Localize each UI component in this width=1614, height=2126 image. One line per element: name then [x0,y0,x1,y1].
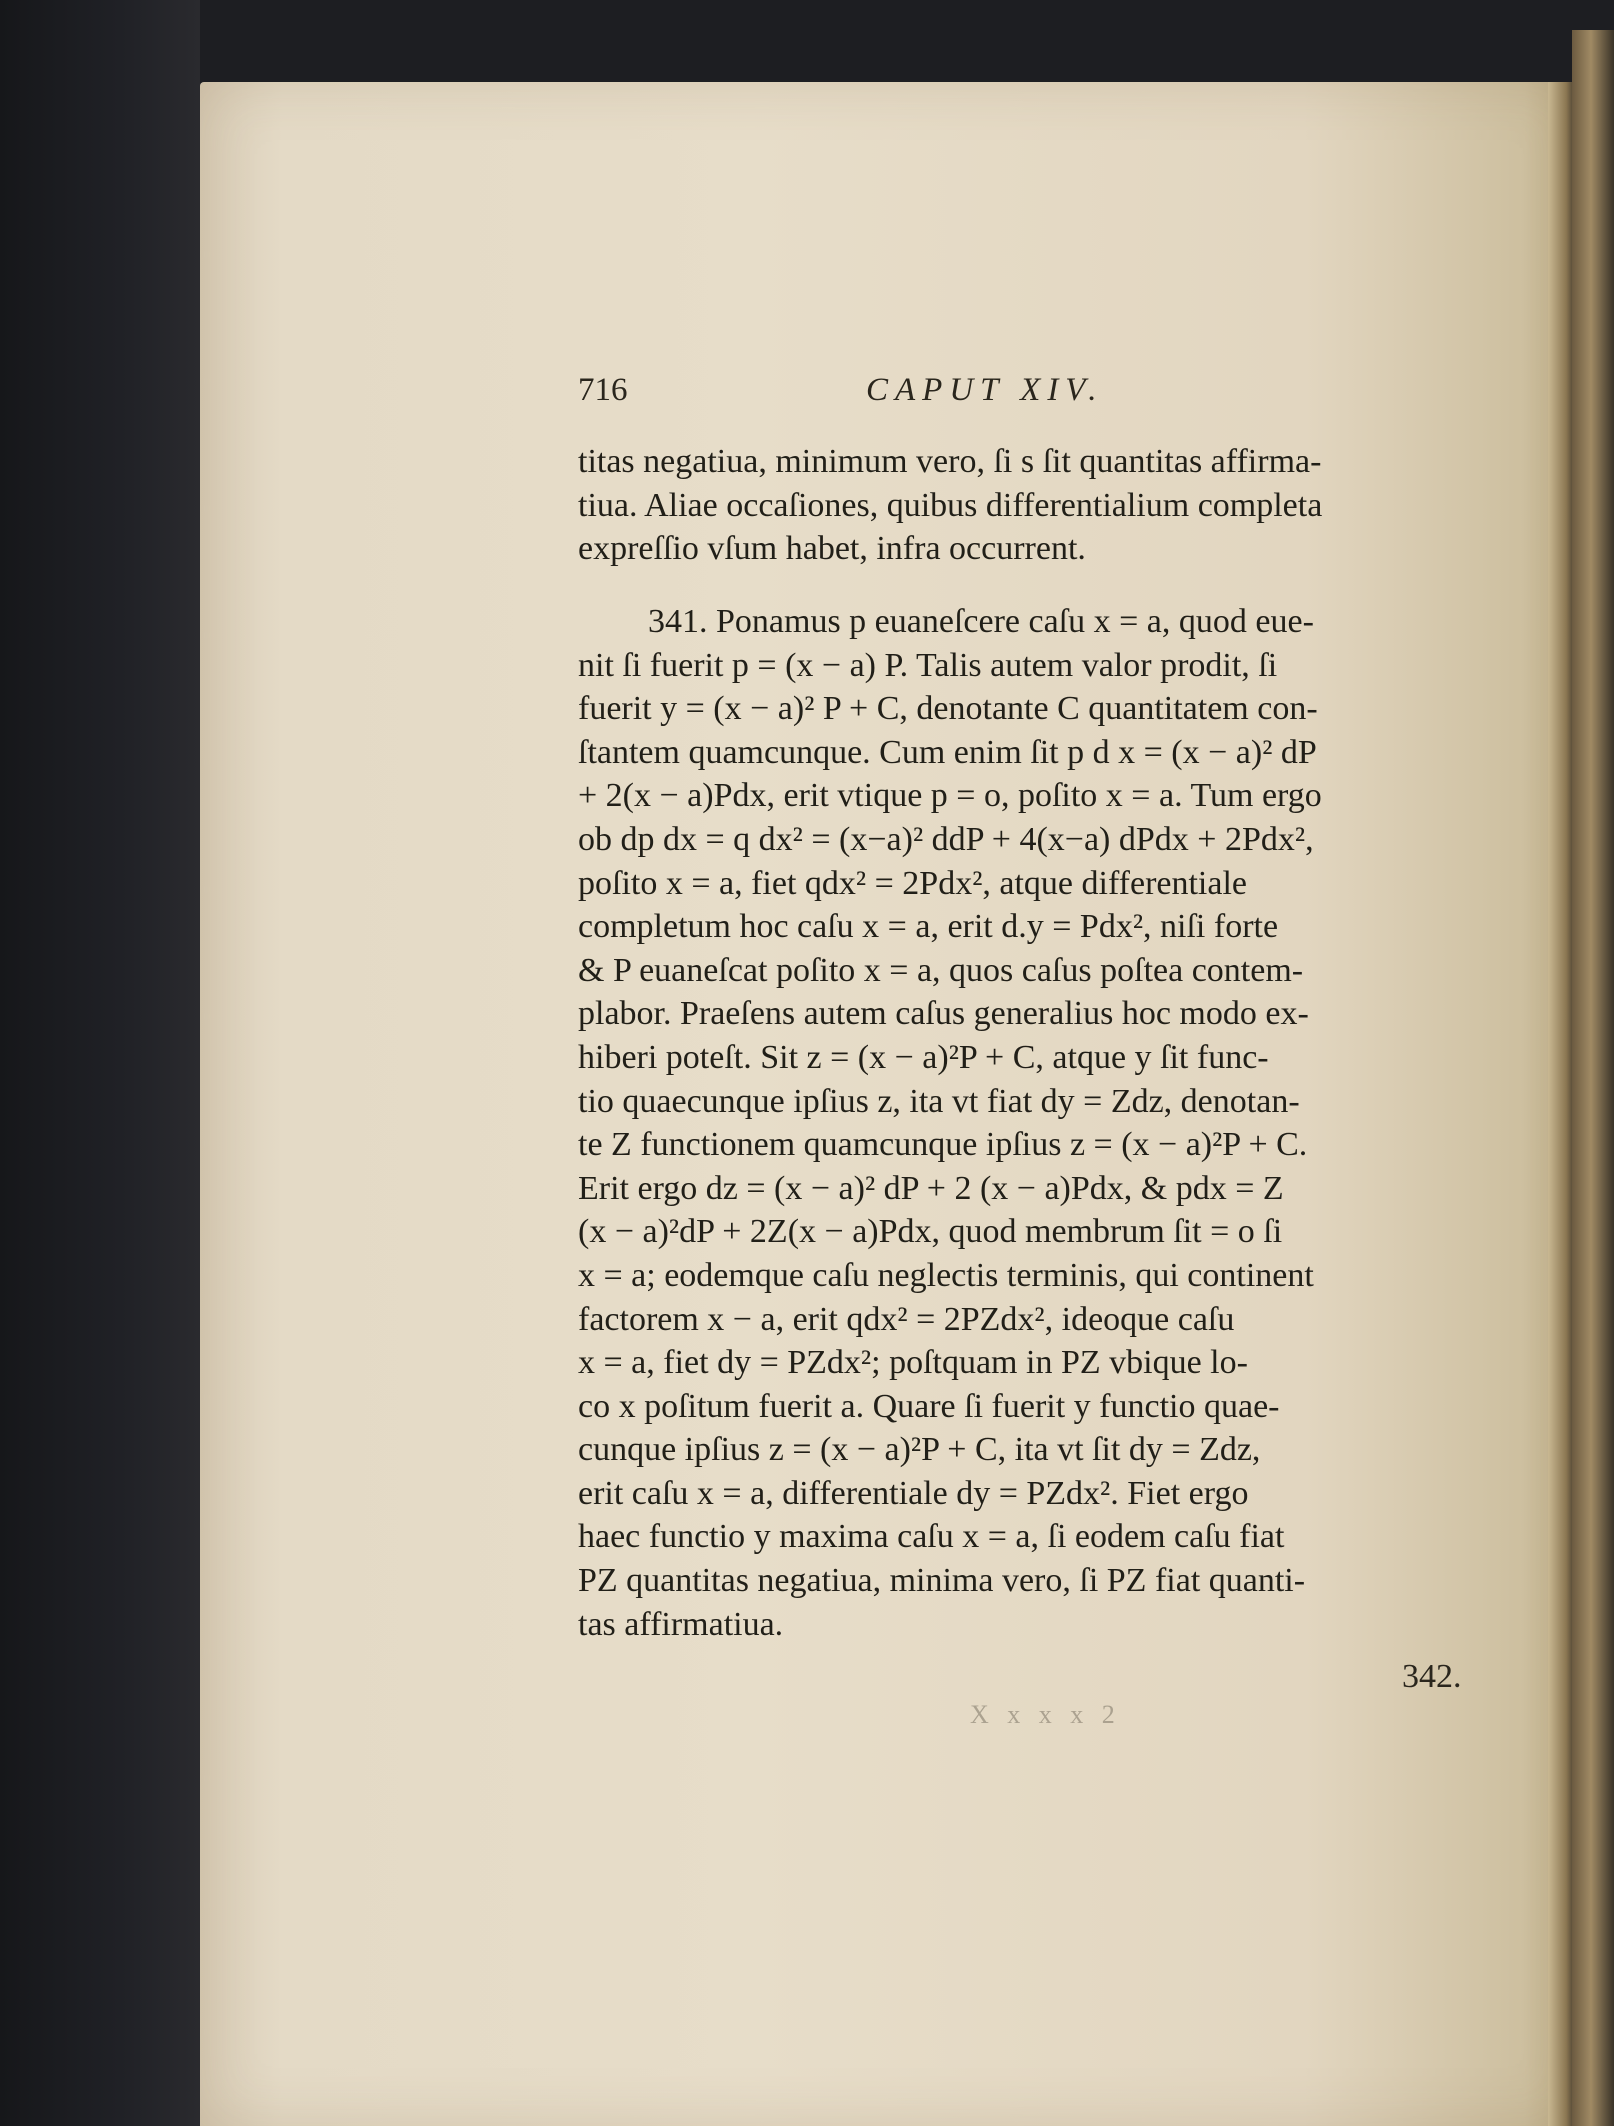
page-number: 716 [578,372,628,408]
text-line: completum hoc caſu x = a, erit d.y = Pdx², niſi forte [578,908,1279,946]
text-line-first [578,600,1513,644]
text-line: tas affirmatiua. [578,1605,784,1643]
text-line: + 2(x − a)Pdx, erit vtique p = o, poſito x = a. Tum ergo [578,777,1322,815]
paragraph-continued [578,440,1513,571]
text-line: poſito x = a, fiet qdx² = 2Pdx², atque differentiale [578,864,1248,902]
text-line: hiberi poteſt. Sit z = (x − a)²P + C, atque y ſit func- [578,1038,1269,1076]
dark-background-left [0,0,200,2126]
text-line: x = a; eodemque caſu neglectis terminis, qui continent [578,1256,1314,1294]
text-line: tiua. Aliae occaſiones, quibus differentialium completa [578,486,1323,524]
catchword: 342. [1402,1658,1462,1695]
text-line: cunque ipſius z = (x − a)²P + C, ita vt ſit dy = Zdz, [578,1431,1261,1469]
signature-mark: X x x x 2 [970,1700,1121,1729]
text-line: & P euaneſcat poſito x = a, quos caſus poſtea contem- [578,951,1304,989]
text-line: ob dp dx = q dx² = (x−a)² ddP + 4(x−a) dPdx + 2Pdx², [578,820,1314,858]
section-341 [578,600,1513,1646]
text-line: titas negatiua, minimum vero, ſi s ſit quantitas affirma- [578,443,1322,480]
page-header [578,372,1278,412]
text-line: nit ſi fuerit p = (x − a) P. Talis autem valor prodit, ſi [578,646,1278,684]
text-line: tio quaecunque ipſius z, ita vt fiat dy = Zdz, denotan- [578,1082,1300,1120]
book-binding-edge [1572,30,1614,2126]
text-line: haec functio y maxima caſu x = a, ſi eodem caſu fiat [578,1518,1285,1556]
section-number: 341. [648,603,708,640]
text-line: fuerit y = (x − a)² P + C, denotante C quantitatem con- [578,690,1318,728]
running-head: CAPUT XIV. [866,372,1104,408]
text-line: factorem x − a, erit qdx² = 2PZdx², ideoque caſu [578,1300,1235,1338]
text-line: te Z functionem quamcunque ipſius z = (x − a)²P + C. [578,1126,1308,1164]
text-line: Erit ergo dz = (x − a)² dP + 2 (x − a)Pdx, & pdx = Z [578,1169,1284,1207]
text-line: (x − a)²dP + 2Z(x − a)Pdx, quod membrum ſit = o ſi [578,1213,1283,1251]
text-line: plabor. Praeſens autem caſus generalius hoc modo ex- [578,995,1309,1033]
text-line: co x poſitum fuerit a. Quare ſi fuerit y functio quae- [578,1387,1280,1425]
text-line: PZ quantitas negatiua, minima vero, ſi PZ fiat quanti- [578,1562,1306,1600]
text-line: Ponamus p euaneſcere caſu x = a, quod eue- [716,603,1314,640]
page-edge-shadow [1548,82,1574,2126]
text-line: x = a, fiet dy = PZdx²; poſtquam in PZ vbique lo- [578,1344,1248,1382]
text-line: erit caſu x = a, differentiale dy = PZdx². Fiet ergo [578,1474,1249,1512]
text-line: ſtantem quamcunque. Cum enim ſit p d x = (x − a)² dP [578,733,1317,771]
text-line: expreſſio vſum habet, infra occurrent. [578,530,1086,568]
